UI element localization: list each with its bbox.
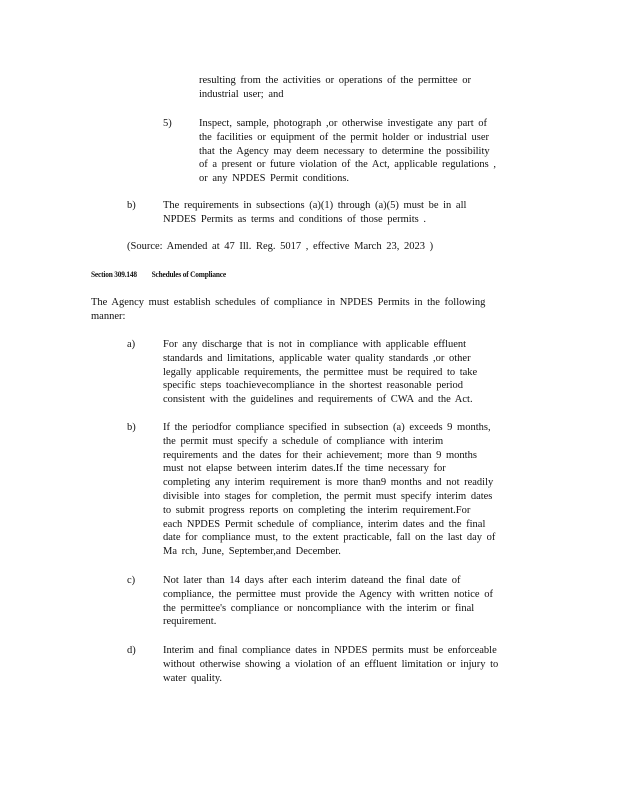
text-line: the permittee's compliance or noncompliance with the interim or final xyxy=(163,602,475,614)
item-label-a: a) xyxy=(127,339,136,350)
item-5-paragraph xyxy=(199,117,496,186)
text-line: For any discharge that is not in compliance with applicable effluent xyxy=(163,339,467,350)
item-c-paragraph xyxy=(163,574,493,629)
text-line: without otherwise showing a violation of an effluent limitation or injury to xyxy=(163,658,499,670)
text-line: Interim and final compliance dates in NPDES permits must be enforceable xyxy=(163,645,497,656)
text-line: consistent with the guidelines and requirements of CWA and the Act. xyxy=(163,394,473,406)
text-line: specific steps toachievecompliance in the shortest reasonable period xyxy=(163,380,464,392)
text-line: Inspect, sample, photograph ,or otherwise investigate any part of xyxy=(199,118,488,129)
text-line: the permit must specify a schedule of compliance with interim xyxy=(163,435,444,447)
text-line: legally applicable requirements, the permittee must be required to take xyxy=(163,366,478,378)
item-a-paragraph xyxy=(163,338,477,407)
item-label-d: d) xyxy=(127,645,136,656)
text-line: compliance, the permittee must provide the Agency with written notice of xyxy=(163,588,493,600)
item-label-c: c) xyxy=(127,575,136,586)
item-label-5: 5) xyxy=(163,118,172,129)
text-line: The Agency must establish schedules of compliance in NPDES Permits in the following xyxy=(91,297,486,308)
text-line: requirements and the dates for their achievement; more than 9 months xyxy=(163,449,477,461)
item-d-paragraph xyxy=(163,644,498,685)
text-line: the facilities or equipment of the permit holder or industrial user xyxy=(199,131,490,143)
text-line: If the periodfor compliance specified in subsection (a) exceeds 9 months, xyxy=(163,422,491,433)
text-line: NPDES Permits as terms and conditions of those permits . xyxy=(163,213,426,225)
item-b-paragraph xyxy=(163,421,495,559)
section-heading xyxy=(91,269,226,281)
text-line: must not elapse between interim dates.If the time necessary for xyxy=(163,463,446,475)
text-line: manner: xyxy=(91,310,126,322)
text-line: each NPDES Permit schedule of compliance, interim dates and the final xyxy=(163,518,486,530)
intro-paragraph xyxy=(91,296,485,324)
text-line: that the Agency may deem necessary to determine the possibility xyxy=(199,145,490,157)
text-line: resulting from the activities or operations of the permittee or xyxy=(199,75,471,86)
section-title: Schedules of Compliance xyxy=(151,270,226,279)
text-line: to submit progress reports on completing the interim requirement.For xyxy=(163,504,471,516)
text-line: or any NPDES Permit conditions. xyxy=(199,173,350,185)
text-line: completing any interim requirement is more than9 months and not readily xyxy=(163,477,494,489)
text-line: Not later than 14 days after each interim dateand the final date of xyxy=(163,575,461,586)
text-line: date for compliance must, to the extent practicable, fall on the last day of xyxy=(163,532,496,544)
text-line: Ma rch, June, September,and December. xyxy=(163,546,341,558)
item-label-b: b) xyxy=(127,422,136,433)
item-label-b: b) xyxy=(127,200,136,211)
continuation-paragraph xyxy=(199,74,471,102)
text-line: of a present or future violation of the Act, applicable regulations , xyxy=(199,159,496,171)
text-line: industrial user; and xyxy=(199,88,284,100)
section-number: Section 309.148 xyxy=(91,270,137,279)
source-note: (Source: Amended at 47 Ill. Reg. 5017 , effective March 23, 2023 ) xyxy=(127,241,434,252)
item-b-top-paragraph xyxy=(163,199,466,227)
text-line: water quality. xyxy=(163,672,223,684)
text-line: The requirements in subsections (a)(1) through (a)(5) must be in all xyxy=(163,200,467,211)
text-line: divisible into stages for completion, the permit must specify interim dates xyxy=(163,490,493,502)
text-line: requirement. xyxy=(163,616,217,628)
text-line: standards and limitations, applicable water quality standards ,or other xyxy=(163,352,471,364)
